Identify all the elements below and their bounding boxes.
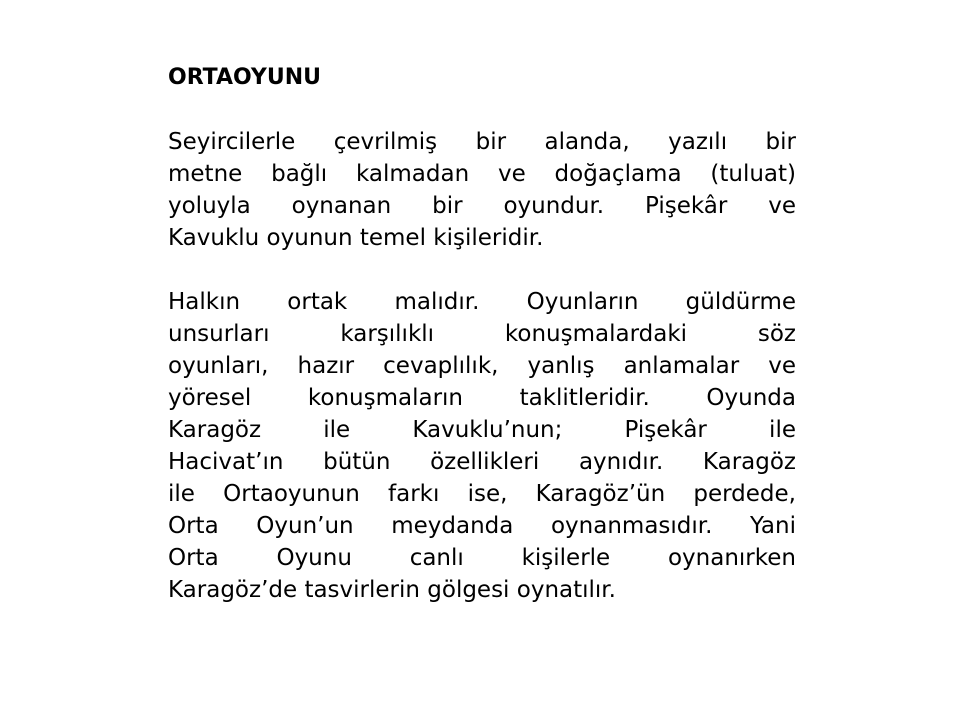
- paragraph-details: [168, 286, 796, 606]
- text-line: Karagöz’de tasvirlerin gölgesi oynatılır.: [168, 577, 616, 603]
- text-line: yöresel konuşmaların taklitleridir. Oyunda: [168, 385, 796, 411]
- text-line: yoluyla oynanan bir oyundur. Pişekâr ve: [168, 193, 796, 219]
- slide-content: [168, 62, 796, 638]
- text-line: Orta Oyun’un meydanda oynanmasıdır. Yani: [168, 513, 796, 539]
- paragraph-definition: [168, 126, 796, 254]
- text-line: Halkın ortak malıdır. Oyunların güldürme: [168, 289, 796, 315]
- text-line: Kavuklu oyunun temel kişileridir.: [168, 225, 544, 251]
- text-line: Seyircilerle çevrilmiş bir alanda, yazılı bir: [168, 129, 796, 155]
- text-line: unsurları karşılıklı konuşmalardaki söz: [168, 321, 796, 347]
- text-line: Hacivat’ın bütün özellikleri aynıdır. Karagöz: [168, 449, 796, 475]
- text-line: Orta Oyunu canlı kişilerle oynanırken: [168, 545, 796, 571]
- text-line: metne bağlı kalmadan ve doğaçlama (tuluat): [168, 161, 796, 187]
- text-line: ile Ortaoyunun farkı ise, Karagöz’ün perdede,: [168, 481, 796, 507]
- text-line: Karagöz ile Kavuklu’nun; Pişekâr ile: [168, 417, 796, 443]
- text-line: oyunları, hazır cevaplılık, yanlış anlamalar ve: [168, 353, 796, 379]
- slide-title: ORTAOYUNU: [168, 65, 321, 90]
